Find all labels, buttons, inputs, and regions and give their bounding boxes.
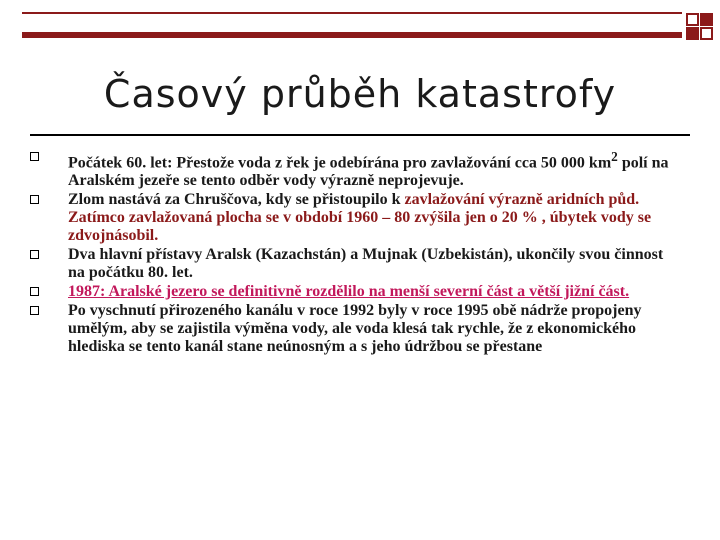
bullet-text: Po vyschnutí přirozeného kanálu v roce 1992 byly v roce 1995 obě nádrže propojeny umělým, aby se zajistila výměna vody, ale voda klesá tak rychle, že z ekonomického hlediska se tento kanál stane neúnosným a s jeho údržbou se přestane [68, 302, 642, 356]
corner-square-icon [700, 13, 713, 26]
bullet-item [30, 302, 680, 356]
square-bullet-icon [30, 287, 39, 296]
decorative-header-bar [22, 12, 704, 38]
bullet-item [30, 148, 680, 190]
hyperlink-text[interactable]: 1987: Aralské jezero se definitivně rozdělilo na menší severní část a větší jižní část. [68, 283, 630, 301]
highlighted-text: zavlažování výrazně aridních půd. Zatímco zavlažovaná plocha se v období 1960 – 80 zvýšila jen o 20 % , úbytek vody se zdvojnásobil. [68, 191, 652, 245]
slide-title: Časový průběh katastrofy [103, 72, 617, 116]
square-bullet-icon [30, 250, 39, 259]
bullet-item [30, 191, 680, 245]
bullet-text: polí na Aralském jezeře se tento odběr vody výrazně neprojevuje. [68, 154, 669, 190]
square-bullet-icon [30, 195, 39, 204]
bullet-text: Dva hlavní přístavy Aralsk (Kazachstán) a Mujnak (Uzbekistán), ukončily svou činnost na počátku 80. let. [68, 246, 664, 282]
bullet-item [30, 283, 680, 301]
bullet-text: Počátek 60. let: Přestože voda z řek je odebírána pro zavlažování cca 50 000 km [68, 154, 612, 172]
square-bullet-icon [30, 152, 39, 161]
title-divider [30, 134, 690, 136]
superscript: 2 [611, 149, 618, 164]
corner-square-icon [686, 13, 699, 26]
bullet-text: Zlom nastává za Chruščova, kdy se přistoupilo k [68, 191, 405, 209]
square-bullet-icon [30, 306, 39, 315]
bullet-list [30, 148, 680, 357]
header-rule-thick [22, 32, 682, 38]
header-rule-top [22, 12, 682, 14]
bullet-item [30, 246, 680, 282]
corner-square-icon [686, 27, 699, 40]
corner-square-icon [700, 27, 713, 40]
